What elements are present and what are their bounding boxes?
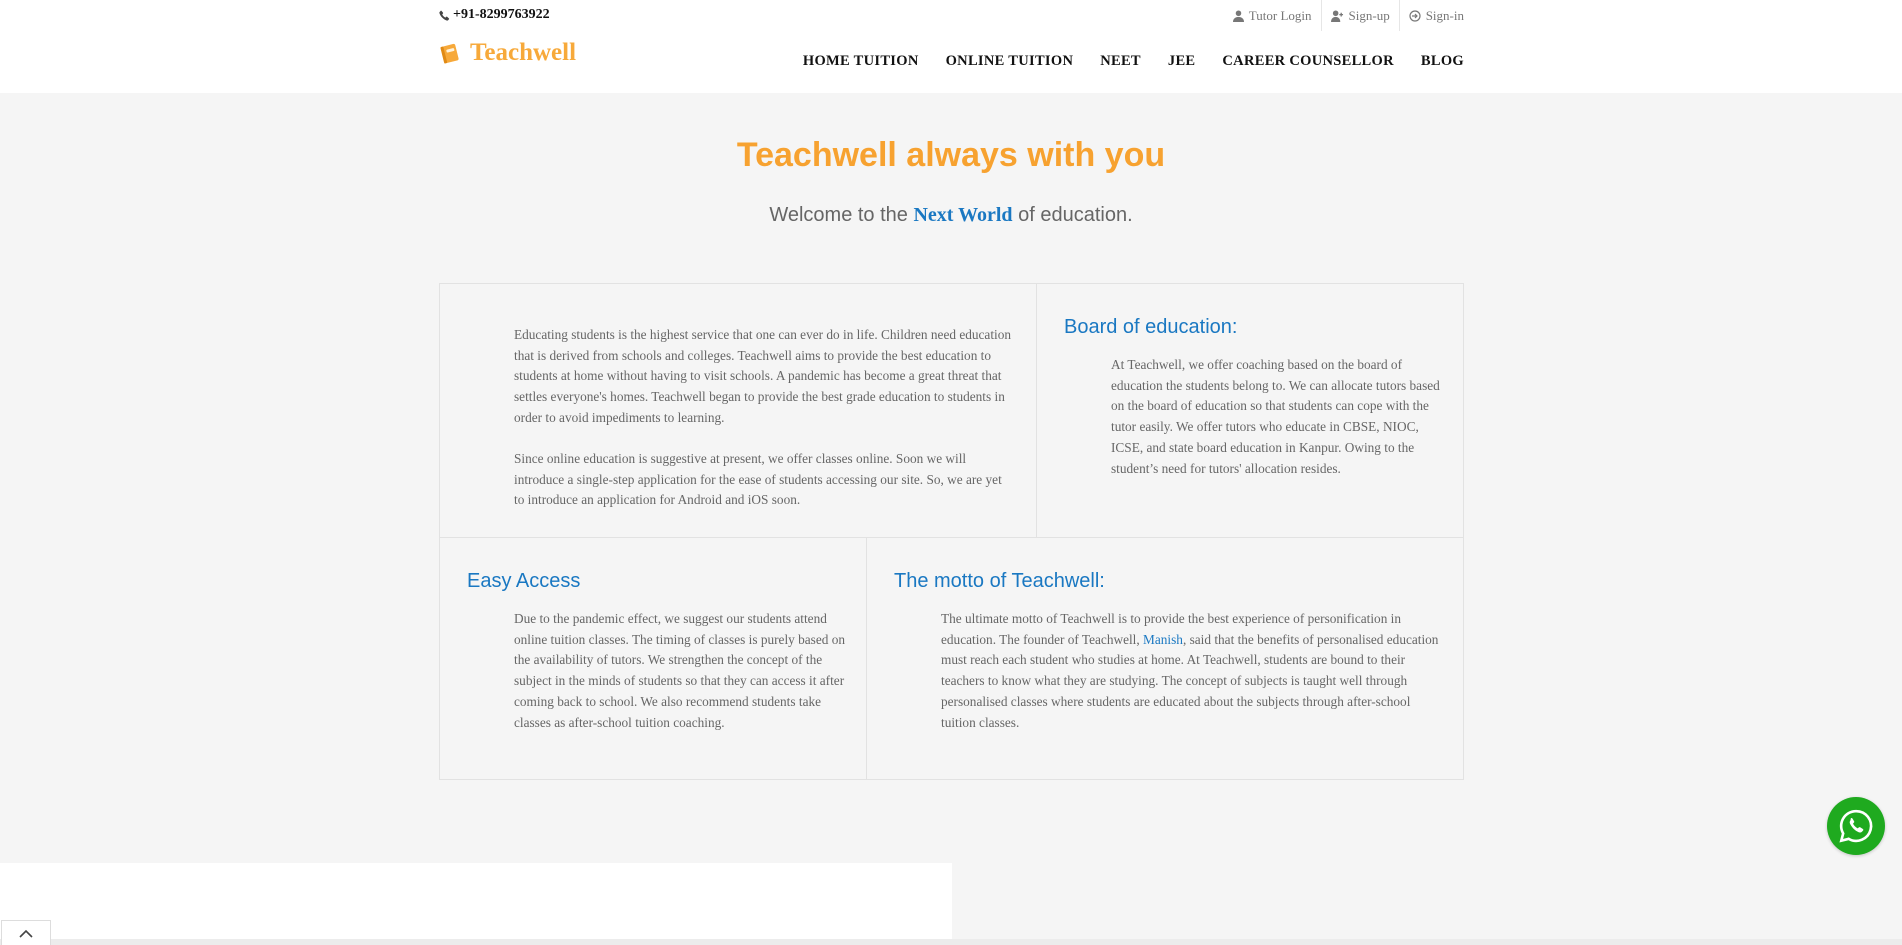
phone-icon (439, 10, 450, 21)
intro-section (440, 284, 1037, 538)
nav-jee[interactable]: JEE (1167, 53, 1196, 69)
sign-in-icon (1409, 10, 1421, 22)
account-links (1224, 0, 1464, 31)
phone-text: +91-8299763922 (453, 7, 550, 22)
motto-text (941, 609, 1441, 733)
motto-text-before: The ultimate motto of Teachwell is to provide the best experience of personification in education. The founder of Teachwell, (941, 611, 1402, 647)
bottom-strip (0, 939, 1902, 945)
sign-up-link[interactable] (1321, 0, 1399, 31)
sign-in-link[interactable] (1399, 0, 1464, 31)
intro-paragraph-2: Since online education is suggestive at present, we offer classes online. Soon we will introduce a single-step application for the ease of students accessing our site. So, we are yet to introduce an application for Android and iOS soon. (514, 451, 1002, 508)
sign-in-label: Sign-in (1425, 7, 1464, 23)
site-header (0, 0, 1902, 93)
nav-neet[interactable]: NEET (1100, 53, 1141, 69)
board-section (1037, 284, 1463, 538)
whatsapp-button[interactable] (1827, 797, 1885, 855)
hero-subtitle-after: of education. (1018, 204, 1133, 226)
nav-home-tuition[interactable]: HOME TUITION (802, 53, 919, 69)
board-text: At Teachwell, we offer coaching based on the board of education the students belong to. We can allocate tutors based on the board of education so that students can cope with the tutor easily. We offer tutors who educate in CBSE, NIOC, ICSE, and state board education in Kanpur. Owing to the student’s need for tutors' allocation resides. (1111, 357, 1440, 476)
motto-text-after: , said that the benefits of personalised education must reach each student who studies at home. At Teachwell, students are bound to their teachers to know what they are studying. The concept of subjects is taught well through personalised classes where students are educated about the subjects through after-school tuition classes. (941, 631, 1439, 730)
motto-section (867, 538, 1463, 779)
nav-blog[interactable]: BLOG (1420, 53, 1464, 69)
site-logo[interactable] (439, 39, 576, 67)
nav-online-tuition[interactable]: ONLINE TUITION (945, 53, 1074, 69)
intro-paragraph-1: Educating students is the highest service that one can ever do in life. Children need education that is derived from schools and colleges. Teachwell aims to provide the best education to students at home without having to visit schools. A pandemic has become a great threat that settles everyone's homes. Teachwell began to provide the best grade education to students in order to avoid impediments to learning. (514, 327, 1012, 425)
founder-link[interactable]: Manish (1143, 631, 1183, 647)
hero-subtitle-before: Welcome to the (769, 204, 908, 226)
phone-number[interactable] (439, 6, 550, 24)
chevron-up-icon (19, 929, 33, 938)
board-title: Board of education: (1064, 316, 1238, 338)
footer-embed-area (0, 863, 952, 945)
hero-subtitle-highlight: Next World (913, 204, 1013, 226)
sign-up-label: Sign-up (1348, 7, 1390, 23)
access-text: Due to the pandemic effect, we suggest our students attend online tuition classes. The timing of classes is purely based on the availability of tutors. We strengthen the concept of the subject in the minds of students so that they can access it after coming back to school. We also recommend students take classes as after-school tuition coaching. (514, 611, 846, 730)
tutor-login-link[interactable] (1224, 0, 1321, 31)
hero-subtitle (0, 204, 1902, 227)
hero-title: Teachwell always with you (736, 136, 1166, 174)
user-plus-icon (1331, 10, 1344, 22)
logo-text: Teachwell (470, 39, 577, 66)
main-nav (776, 53, 1464, 70)
nav-career-counsellor[interactable]: CAREER COUNSELLOR (1222, 53, 1394, 69)
user-icon (1233, 10, 1244, 22)
access-section (440, 538, 867, 779)
scroll-toggle-button[interactable] (1, 920, 51, 945)
motto-title: The motto of Teachwell: (894, 570, 1105, 592)
tutor-login-label: Tutor Login (1248, 7, 1312, 23)
book-logo-icon (439, 42, 461, 64)
info-grid (439, 283, 1464, 780)
access-title: Easy Access (467, 570, 581, 592)
whatsapp-icon (1837, 807, 1875, 845)
top-bar (439, 6, 1464, 28)
